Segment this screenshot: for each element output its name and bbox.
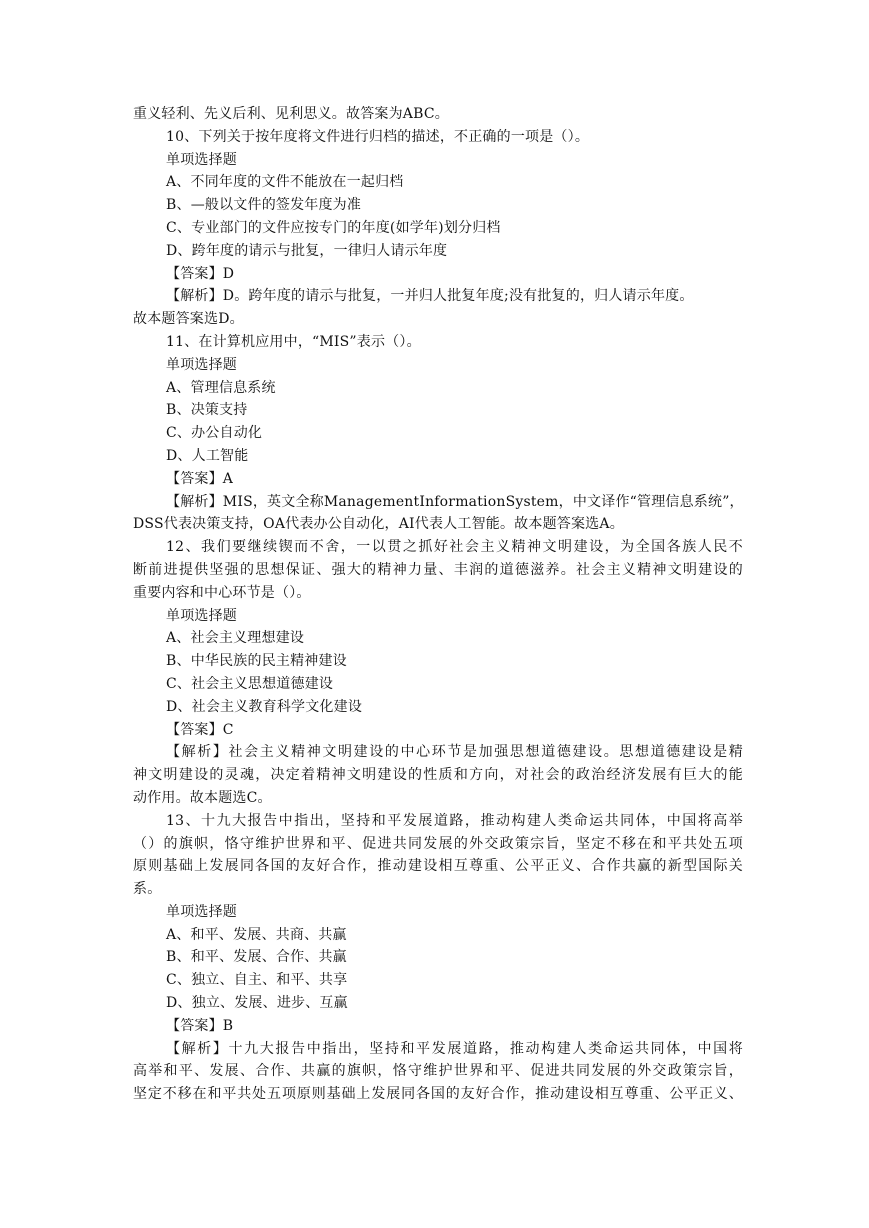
text-line: 12、我们要继续锲而不舍，一以贯之抓好社会主义精神文明建设，为全国各族人民不: [166, 539, 743, 556]
text-line: 重义轻利、先义后利、见利思义。故答案为ABC。: [133, 106, 449, 122]
text-line: D、跨年度的请示与批复，一律归人请示年度: [166, 242, 448, 259]
text-line: 单项选择题: [166, 903, 237, 920]
text-line: 11、在计算机应用中，“MIS”表示（）。: [166, 333, 421, 350]
text-line: C、社会主义思想道德建设: [166, 675, 334, 692]
text-line: 单项选择题: [166, 607, 237, 624]
text-line: A、和平、发展、共商、共赢: [166, 926, 347, 943]
text-line: B、中华民族的民主精神建设: [166, 653, 347, 670]
text-line: 原则基础上发展同各国的友好合作，推动建设相互尊重、公平正义、合作共赢的新型国际关: [133, 858, 743, 875]
text-line: DSS代表决策支持，OA代表办公自动化，AI代表人工智能。故本题答案选A。: [133, 516, 624, 533]
text-line: 断前进提供坚强的思想保证、强大的精神力量、丰润的道德滋养。社会主义精神文明建设的: [133, 561, 743, 578]
text-line: 【答案】D: [166, 265, 235, 282]
text-line: 【解析】社会主义精神文明建设的中心环节是加强思想道德建设。思想道德建设是精: [166, 744, 743, 761]
text-line: 单项选择题: [166, 151, 237, 168]
text-line: 【答案】C: [166, 721, 234, 738]
text-line: 高举和平、发展、合作、共赢的旗帜，恪守维护世界和平、促进共同发展的外交政策宗旨，: [133, 1063, 743, 1080]
text-line: 13、十九大报告中指出，坚持和平发展道路，推动构建人类命运共同体，中国将高举: [166, 812, 743, 829]
text-line: C、独立、自主、和平、共享: [166, 972, 348, 989]
text-line: 坚定不移在和平共处五项原则基础上发展同各国的友好合作，推动建设相互尊重、公平正义、: [133, 1086, 743, 1103]
text-line: 【解析】MIS，英文全称ManagementInformationSystem，中文译作“管理信息系统”，: [166, 493, 744, 510]
text-line: 系。: [133, 881, 162, 898]
text-line: D、独立、发展、进步、互赢: [166, 995, 348, 1012]
text-line: D、人工智能: [166, 447, 249, 464]
text-line: C、专业部门的文件应按专门的年度(如学年)划分归档: [166, 219, 501, 236]
text-line: B、—般以文件的签发年度为准: [166, 197, 362, 214]
text-line: 【解析】D。跨年度的请示与批复，一并归人批复年度;没有批复的，归人请示年度。: [166, 288, 694, 305]
text-line: A、不同年度的文件不能放在一起归档: [166, 174, 404, 191]
text-line: 重要内容和中心环节是（）。: [133, 584, 311, 601]
text-line: 动作用。故本题选C。: [133, 789, 272, 806]
text-line: C、办公自动化: [166, 425, 263, 442]
text-line: 故本题答案选D。: [133, 311, 244, 328]
text-line: 【解析】十九大报告中指出，坚持和平发展道路，推动构建人类命运共同体，中国将: [166, 1040, 743, 1057]
text-line: B、和平、发展、合作、共赢: [166, 949, 347, 966]
text-line: A、社会主义理想建设: [166, 630, 305, 647]
text-line: 10、下列关于按年度将文件进行归档的描述，不正确的一项是（）。: [166, 128, 590, 145]
text-line: B、决策支持: [166, 402, 248, 419]
text-line: 神文明建设的灵魂，决定着精神文明建设的性质和方向，对社会的政治经济发展有巨大的能: [133, 767, 743, 784]
text-line: （）的旗帜，恪守维护世界和平、促进共同发展的外交政策宗旨，坚定不移在和平共处五项: [133, 835, 743, 852]
text-line: 【答案】B: [166, 1017, 234, 1034]
text-line: D、社会主义教育科学文化建设: [166, 698, 363, 715]
text-line: A、管理信息系统: [166, 379, 276, 396]
text-line: 单项选择题: [166, 356, 237, 373]
text-line: 【答案】A: [166, 470, 234, 487]
document-page: [133, 103, 743, 1106]
